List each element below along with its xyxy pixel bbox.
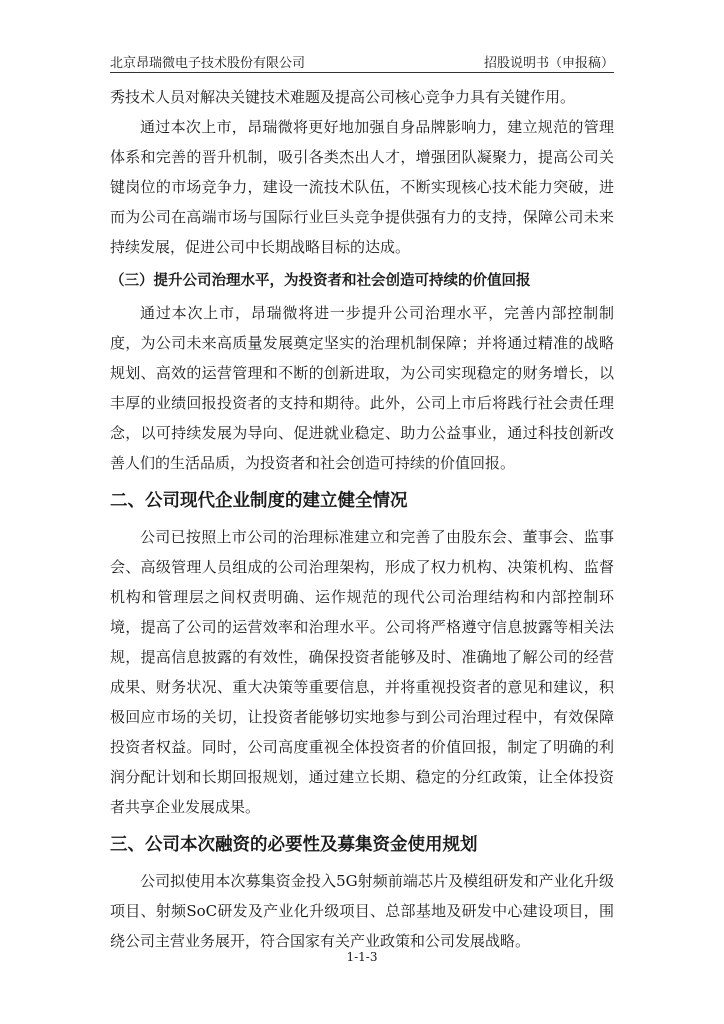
header-document-type: 招股说明书（申报稿） xyxy=(483,56,614,71)
section-title-2: 二、公司现代企业制度的建立健全情况 xyxy=(110,491,408,511)
page-number: 1-1-3 xyxy=(346,950,378,964)
section-title-3: 三、公司本次融资的必要性及募集资金使用规划 xyxy=(110,835,478,855)
paragraph-continued: 秀技术人员对解决关键技术难题及提高公司核心竞争力具有关键作用。 xyxy=(110,88,576,106)
subsection-title-3: （三）提升公司治理水平，为投资者和社会创造可持续的价值回报 xyxy=(110,273,531,289)
header-company-name: 北京昂瑞微电子技术股份有限公司 xyxy=(110,56,306,71)
paragraph-enterprise-system: 公司已按照上市公司的治理标准建立和完善了由股东会、董事会、监事会、高级管理人员组成的公司治理架构，形成了权力机构、决策机构、监督机构和管理层之间权责明确、运作规范的现代公司治理结构和内部控制环境，提高了公司的运营效率和治理水平。公司将严格遵守信息披露等相关法规，提高信息披露的有效性，确保投资者能够及时、准确地了解公司的经营成果、财务状况、重大决策等重要信息，并将重视投资者的意见和建议，积极回应市场的关切，让投资者能够切实地参与到公司治理过程中，有效保障投资者权益。同时，公司高度重视全体投资者的价值回报，制定了明确的利润分配计划和长期回报规划，通过建立长期、稳定的分红政策，让全体投资者共享企业发展成果。 xyxy=(110,528,614,816)
paragraph-governance: 通过本次上市，昂瑞微将进一步提升公司治理水平，完善内部控制制度，为公司未来高质量发展奠定坚实的治理机制保障；并将通过精准的战略规划、高效的运营管理和不断的创新进取，为公司实现稳定的财务增长，以丰厚的业绩回报投资者的支持和期待。此外，公司上市后将践行社会责任理念，以可持续发展为导向、促进就业稳定、助力公益事业，通过科技创新改善人们的生活品质，为投资者和社会创造可持续的价值回报。 xyxy=(110,304,614,472)
paragraph-fund-usage: 公司拟使用本次募集资金投入5G射频前端芯片及模组研发和产业化升级项目、射频SoC研发及产业化升级项目、总部基地及研发中心建设项目，围绕公司主营业务展开，符合国家有关产业政策和公司发展战略。 xyxy=(110,872,614,950)
page-header xyxy=(110,48,614,73)
paragraph-listing-benefits: 通过本次上市，昂瑞微将更好地加强自身品牌影响力，建立规范的管理体系和完善的晋升机制，吸引各类杰出人才，增强团队凝聚力，提高公司关键岗位的市场竞争力，建设一流技术队伍，不断实现核心技术能力突破，进而为公司在高端市场与国际行业巨头竞争提供强有力的支持，保障公司未来持续发展，促进公司中长期战略目标的达成。 xyxy=(110,118,614,256)
page-content xyxy=(110,82,614,956)
